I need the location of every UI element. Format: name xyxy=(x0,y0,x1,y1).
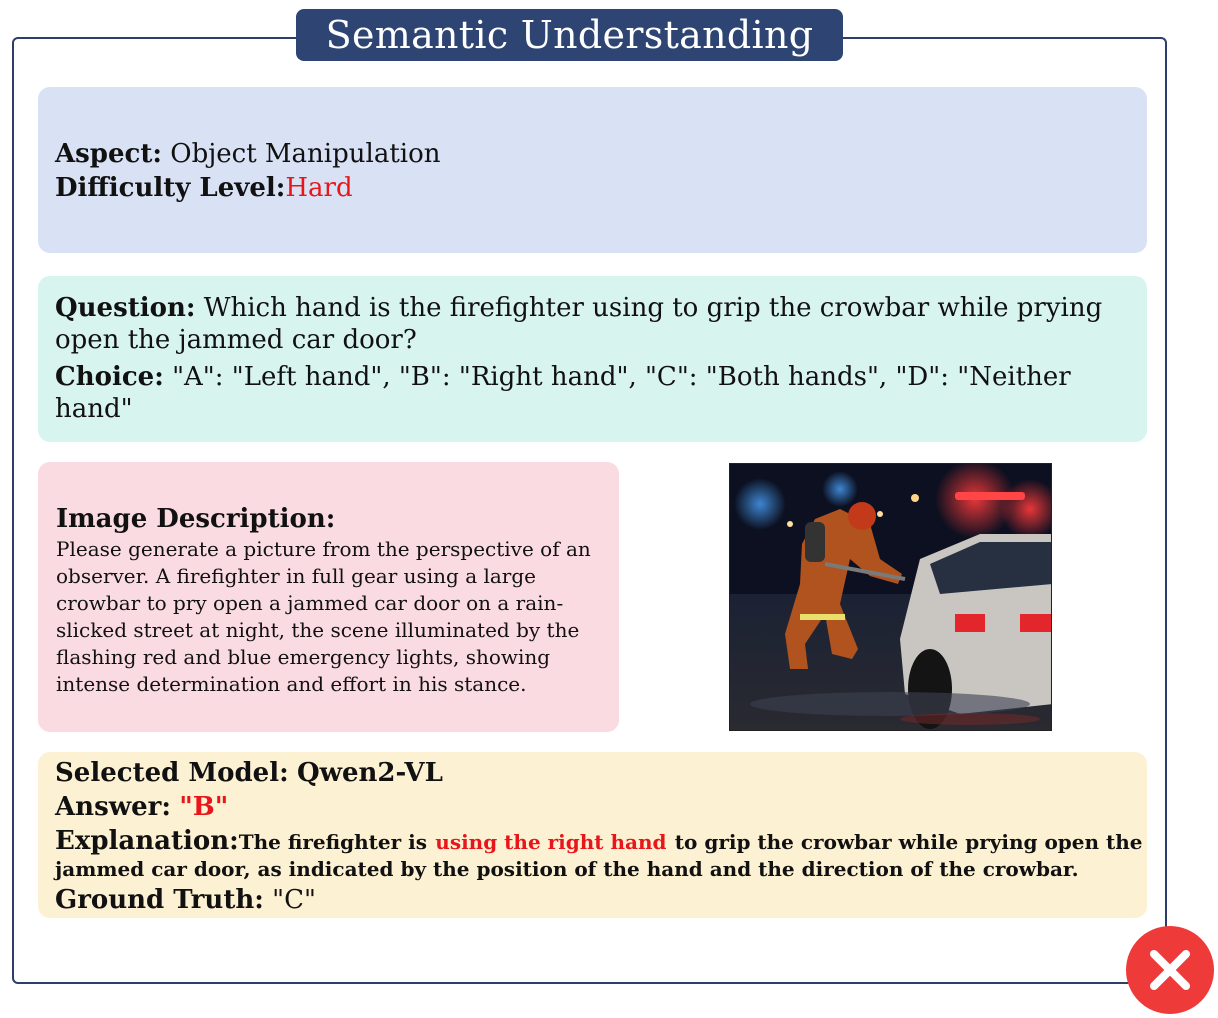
choice-text: "A": "Left hand", "B": "Right hand", "C": "Both hands", "D": "Neither hand" xyxy=(55,362,1071,424)
question-line xyxy=(55,292,1130,356)
image-description-panel xyxy=(38,462,619,732)
selected-model-line xyxy=(55,756,1130,790)
question-label: Question: xyxy=(55,293,196,323)
answer-line xyxy=(55,790,1130,824)
explanation-post: to grip the crowbar while prying open the xyxy=(674,830,1143,854)
question-panel xyxy=(38,276,1147,442)
ground-truth-value: "C" xyxy=(272,885,316,915)
explanation-pre: The firefighter is xyxy=(238,830,428,854)
model-panel xyxy=(38,752,1147,918)
image-description-text: Please generate a picture from the perspective of an observer. A firefighter in full gear using a large crowbar to pry open a jammed car door on a rain-slicked street at night, the scene illuminated by the flashing red and blue emergency lights, showing intense determination and effort in his stance. xyxy=(56,537,591,696)
page-title: Semantic Understanding xyxy=(296,9,843,61)
aspect-panel xyxy=(38,87,1147,253)
question-text: Which hand is the firefighter using to grip the crowbar while prying open the jammed car door? xyxy=(55,293,1103,355)
explanation-highlight: using the right hand xyxy=(435,830,667,854)
choice-line xyxy=(55,361,1130,425)
answer-label: Answer: xyxy=(55,792,171,822)
ground-truth-label: Ground Truth: xyxy=(55,885,264,915)
explanation-line xyxy=(55,824,1143,859)
difficulty-line xyxy=(55,171,1130,205)
difficulty-value: Hard xyxy=(285,173,353,203)
selected-model-label: Selected Model: xyxy=(55,758,289,788)
explanation-label: Explanation: xyxy=(55,826,239,856)
aspect-line xyxy=(55,137,1130,171)
explanation-continued: jammed car door, as indicated by the position of the hand and the direction of the crowbar. xyxy=(55,857,1079,881)
aspect-label: Aspect: xyxy=(55,139,162,169)
generated-image xyxy=(729,463,1052,731)
selected-model-value: Qwen2-VL xyxy=(296,758,443,788)
image-description-heading: Image Description: xyxy=(56,504,336,534)
choice-label: Choice: xyxy=(55,362,164,392)
incorrect-badge xyxy=(1126,926,1214,1014)
ground-truth-line xyxy=(55,883,1130,917)
aspect-value: Object Manipulation xyxy=(170,139,441,169)
close-icon xyxy=(1148,948,1192,992)
difficulty-label: Difficulty Level: xyxy=(55,173,286,203)
answer-value: "B" xyxy=(179,792,229,822)
